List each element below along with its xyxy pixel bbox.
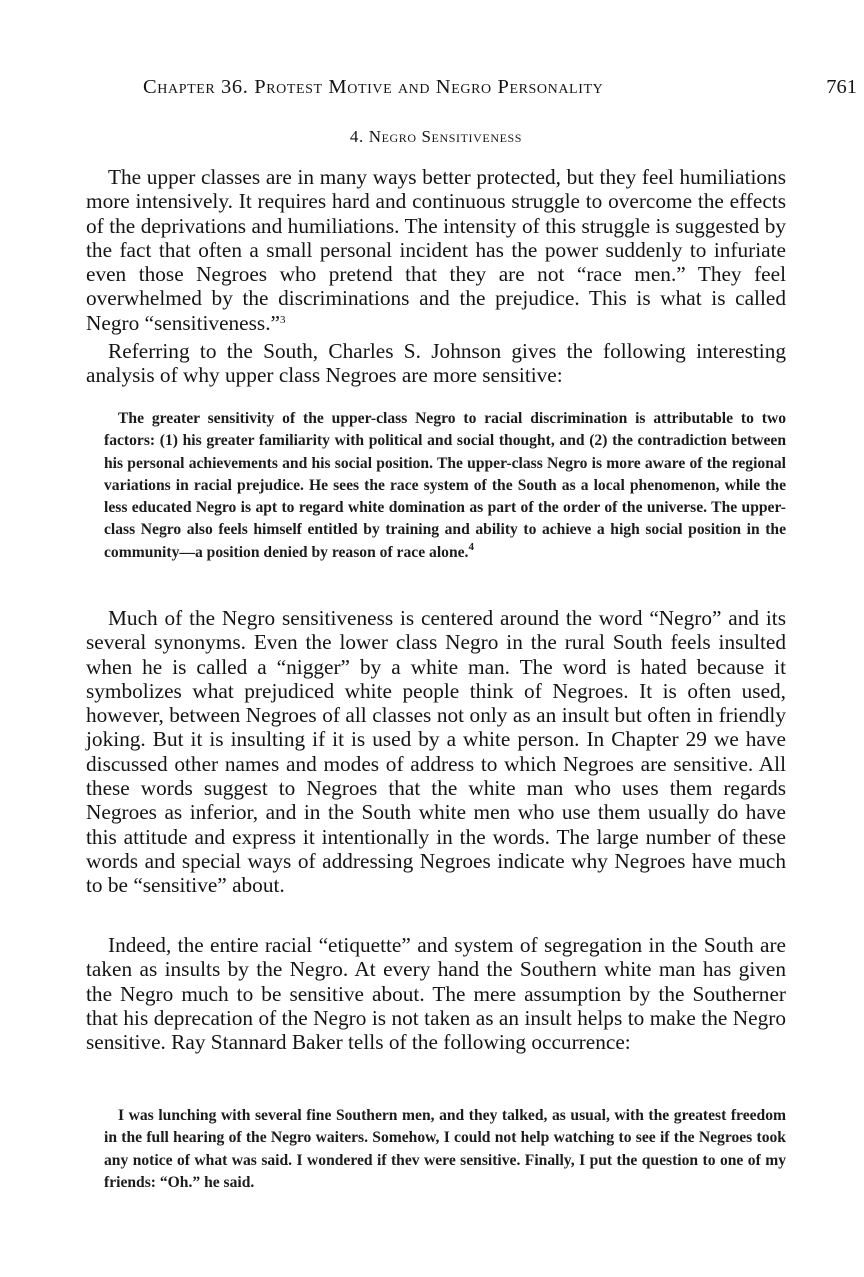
block-quote-johnson xyxy=(104,408,786,564)
paragraph-upper-classes xyxy=(86,165,786,335)
quote-text: The greater sensitivity of the upper-class Negro to racial discrimination is attributable to two factors: (1) his greater familiarity with political and social thought, and (2) the contradiction between his personal achievements and his social position. The upper-class Negro is more aware of the regional variations in racial prejudice. He sees the race system of the South as a local phenomenon, while the less educated Negro is apt to regard white domination as part of the order of the universe. The upper-class Negro also feels himself entitled by training and ability to achieve a high social position in the community—a position denied by reason of race alone. xyxy=(104,410,786,561)
footnote-ref-3: 3 xyxy=(279,313,286,326)
page-number: 761 xyxy=(826,76,857,98)
section-heading: 4. Negro Sensitiveness xyxy=(349,127,523,146)
running-head xyxy=(143,76,857,99)
block-quote-baker: I was lunching with several fine Southern men, and they talked, as usual, with the greatest freedom in the full hearing of the Negro waiters. Somehow, I could not help watching to see if the Negroes took any notice of what was said. I wondered if thev were sensitive. Finally, I put the question to one of my friends: “Oh.” he said. xyxy=(104,1107,786,1191)
paragraph-johnson-intro: Referring to the South, Charles S. Johnson gives the following interesting analysis of why upper class Negroes are more sensitive: xyxy=(86,339,786,388)
paragraph-word-negro: Much of the Negro sensitiveness is centered around the word “Negro” and its several synonyms. Even the lower class Negro in the rural South feels insulted when he is called a “nigger” by a white man. The word is hated because it symbolizes what prejudiced white people think of Negroes. It is often used, however, between Negroes of all classes not only as an insult but often in friendly joking. But it is insulting if it is used by a white person. In Chapter 29 we have discussed other names and modes of address to which Negroes are sensitive. All these words suggest to Negroes that the white man who uses them regards Negroes as inferior, and in the South white men who use them usually do have this attitude and express it intentionally in the words. The large number of these words and special ways of addressing Negroes indicate why Negroes have much to be “sensitive” about. xyxy=(86,606,786,898)
footnote-ref-4: 4 xyxy=(468,540,474,553)
running-title: Chapter 36. Protest Motive and Negro Personality xyxy=(143,76,604,98)
paragraph-racial-etiquette: Indeed, the entire racial “etiquette” and system of segregation in the South are taken as insults by the Negro. At every hand the Southern white man has given the Negro much to be sensitive about. The mere assumption by the Southerner that his deprecation of the Negro is not taken as an insult helps to make the Negro sensitive. Ray Stannard Baker tells of the following occurrence: xyxy=(86,933,786,1055)
paragraph-text: The upper classes are in many ways better protected, but they feel humiliations more intensively. It requires hard and continuous struggle to overcome the effects of the deprivations and humiliations. The intensity of this struggle is suggested by the fact that often a small personal incident has the power suddenly to infuriate even those Negroes who pretend that they are not “race men.” They feel overwhelmed by the discriminations and the prejudice. This is what is called Negro “sensitiveness.” xyxy=(86,165,786,335)
